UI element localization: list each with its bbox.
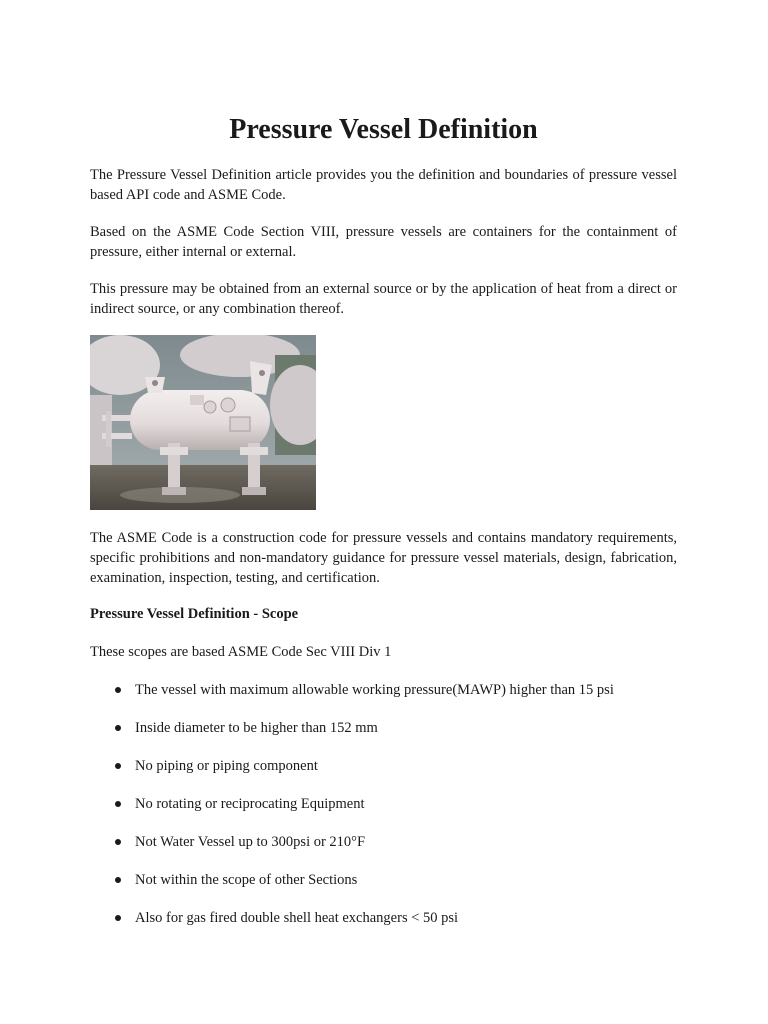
list-item-text: The vessel with maximum allowable working pressure(MAWP) higher than 15 psi <box>135 682 614 698</box>
pressure-source-paragraph: This pressure may be obtained from an external source or by the application of heat from a direct or indirect source, or any combination thereof. <box>90 281 677 317</box>
scope-heading: Pressure Vessel Definition - Scope <box>90 606 299 622</box>
bullet-icon <box>115 801 121 807</box>
list-item <box>90 680 677 718</box>
list-item-text: No piping or piping component <box>135 758 318 774</box>
bullet-icon <box>115 725 121 731</box>
scope-intro-paragraph: These scopes are based ASME Code Sec VIII Div 1 <box>90 644 392 660</box>
list-item <box>90 832 677 870</box>
list-item-text: Inside diameter to be higher than 152 mm <box>135 720 378 736</box>
list-item <box>90 718 677 756</box>
pressure-vessel-photo <box>90 335 316 510</box>
bullet-icon <box>115 763 121 769</box>
bullet-icon <box>115 915 121 921</box>
bullet-icon <box>115 877 121 883</box>
bullet-icon <box>115 839 121 845</box>
list-item <box>90 870 677 908</box>
page-title: Pressure Vessel Definition <box>229 114 538 145</box>
construction-code-paragraph: The ASME Code is a construction code for pressure vessels and contains mandatory requirements, specific prohibitions and non-mandatory guidance for pressure vessel materials, design, fabrication, examination, inspection, testing, and certification. <box>90 530 677 586</box>
list-item <box>90 756 677 794</box>
list-item <box>90 908 677 946</box>
list-item-text: No rotating or reciprocating Equipment <box>135 796 365 812</box>
asme-section-paragraph: Based on the ASME Code Section VIII, pressure vessels are containers for the containment of pressure, either internal or external. <box>90 224 677 260</box>
list-item <box>90 794 677 832</box>
list-item-text: Not within the scope of other Sections <box>135 872 358 888</box>
list-item-text: Not Water Vessel up to 300psi or 210°F <box>135 834 366 850</box>
scope-list <box>90 680 677 946</box>
intro-paragraph: The Pressure Vessel Definition article provides you the definition and boundaries of pressure vessel based API code and ASME Code. <box>90 167 677 203</box>
bullet-icon <box>115 687 121 693</box>
list-item-text: Also for gas fired double shell heat exchangers < 50 psi <box>135 910 459 926</box>
